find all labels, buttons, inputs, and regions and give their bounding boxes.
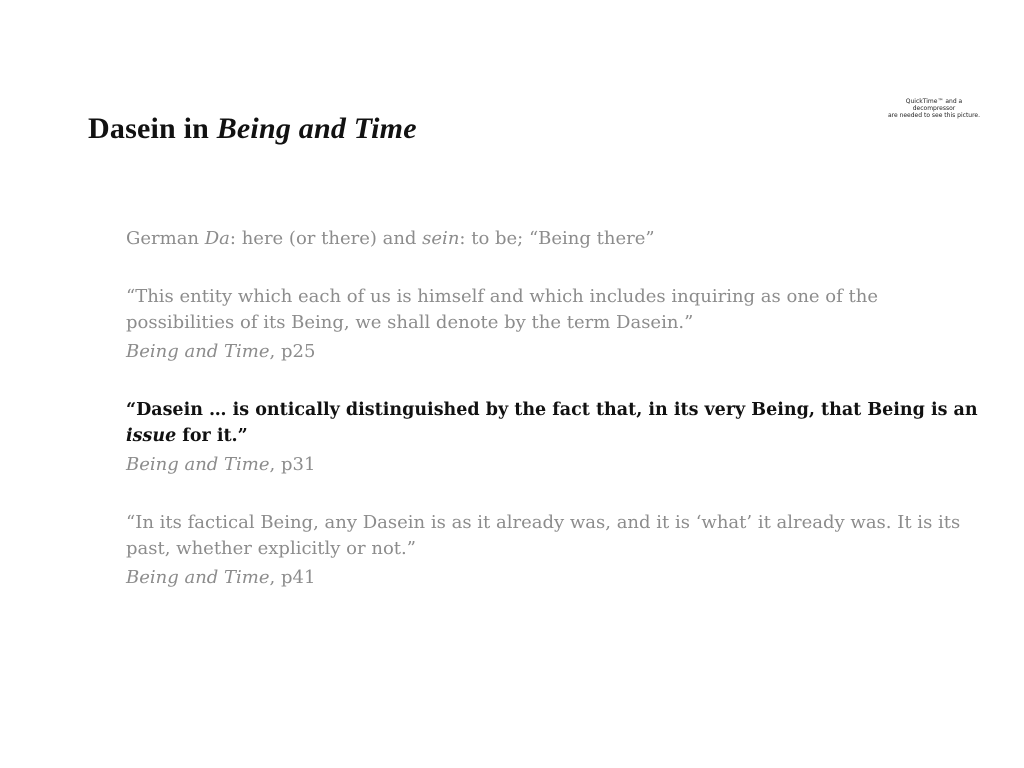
definition-middle: : here (or there) and xyxy=(229,228,423,249)
quote-3-line-1: “In its factical Being, any Dasein is as it already was, and it is ‘what’ it already was. It is its xyxy=(126,512,961,533)
quote-1-source-title: Being and Time xyxy=(126,341,270,362)
slide-body xyxy=(126,226,978,591)
quote-2-citation xyxy=(126,452,936,478)
slide-title xyxy=(88,112,417,146)
quote-2-source-page: , p31 xyxy=(269,454,316,475)
quote-block-3 xyxy=(126,510,961,591)
quicktime-placeholder-image xyxy=(884,98,984,119)
quote-1-citation xyxy=(126,339,936,365)
quote-3-line-2: past, whether explicitly or not.” xyxy=(126,538,416,559)
quicktime-notice-line1: QuickTime™ and a xyxy=(905,98,963,105)
definition-sein: sein xyxy=(422,228,460,249)
quote-2-line-2-rest: for it.” xyxy=(176,426,248,446)
quote-3-source-title: Being and Time xyxy=(126,567,270,588)
slide-title-italic: Being and Time xyxy=(216,112,417,145)
quote-block-1 xyxy=(126,284,936,365)
slide-title-plain: Dasein in xyxy=(88,112,217,145)
quote-2-line-1: “Dasein … is ontically distinguished by the fact that, in its very Being, that Being is an xyxy=(126,400,978,420)
quicktime-notice-line3: are needed to see this picture. xyxy=(887,112,981,119)
quote-3-citation xyxy=(126,565,936,591)
quicktime-notice-line2: decompressor xyxy=(912,105,956,112)
quote-1-source-page: , p25 xyxy=(269,341,316,362)
quote-2-line-2 xyxy=(126,423,936,449)
quote-2-issue-word: issue xyxy=(126,426,177,446)
definition-line xyxy=(126,226,936,252)
quote-3-source-page: , p41 xyxy=(269,567,316,588)
quote-block-2 xyxy=(126,397,978,478)
quote-1-line-2: possibilities of its Being, we shall denote by the term Dasein.” xyxy=(126,312,694,333)
quote-2-source-title: Being and Time xyxy=(126,454,270,475)
definition-prefix: German xyxy=(126,228,205,249)
definition-da: Da xyxy=(204,228,230,249)
quote-1-line-1: “This entity which each of us is himself and which includes inquiring as one of the xyxy=(126,286,878,307)
definition-suffix: : to be; “Being there” xyxy=(459,228,655,249)
definition-block xyxy=(126,226,936,252)
